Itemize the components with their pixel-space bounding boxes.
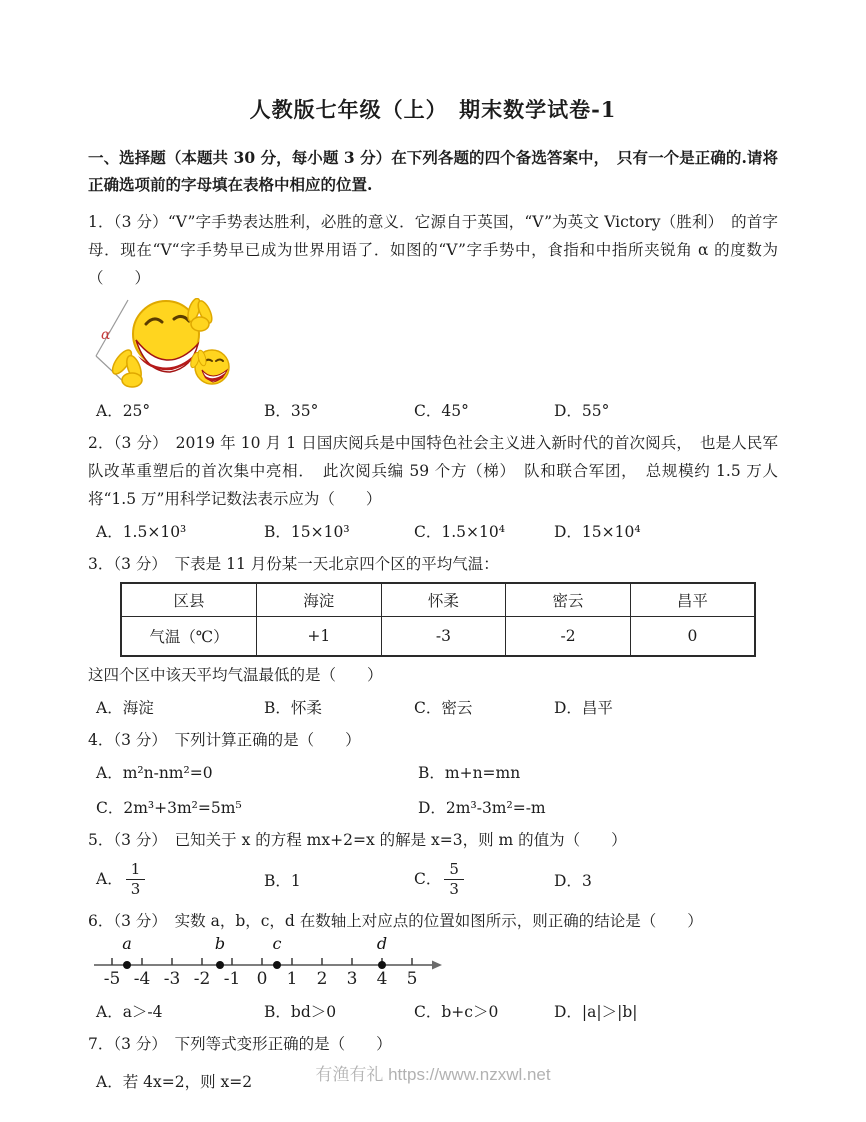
svg-text:1: 1 [286,968,298,989]
question-6-options [88,1000,778,1022]
question-7-text: 7．（3 分） 下列等式变形正确的是（ ） [88,1034,392,1053]
svg-text:-3: -3 [163,968,181,989]
number-line-figure [92,937,778,993]
svg-text:c: c [272,936,282,953]
page-title: 人教版七年级（上） 期末数学试卷-1 [249,97,617,122]
question-6 [88,907,778,1022]
cell-temp-label: 气温（℃） [121,617,257,657]
cell-haidian-temp: +1 [257,617,382,657]
question-6-option-c: C．b+c＞0 [414,1002,499,1021]
svg-text:0: 0 [256,968,268,989]
header-changping: 昌平 [630,583,755,617]
question-3-text: 3．（3 分） 下表是 11 月份某一天北京四个区的平均气温： [88,555,499,573]
question-4-option-b: B．m+n=mn [418,764,521,782]
svg-text:4: 4 [376,968,388,989]
header-haidian: 海淀 [257,583,382,617]
svg-text:-1: -1 [223,968,241,989]
question-2-option-a: A．1.5×10³ [96,523,187,541]
question-2-option-d: D．15×10⁴ [554,523,641,541]
question-3 [88,550,778,718]
question-5 [88,826,778,899]
question-1-text: 1．（3 分）“V”字手势表达胜利，必胜的意义．它源自于英国，“V”为英文 Victory（胜利） 的首字母．现在“V“字手势早已成为世界用语了．如图的“V”字手势中，食指和中指所夹锐角 α 的度数为（ ） [88,213,778,287]
question-2-option-c: C．1.5×10⁴ [414,523,505,541]
header-miyun: 密云 [506,583,631,617]
svg-text:-2: -2 [193,968,211,989]
victory-smiley-illustration [88,298,236,388]
question-4 [88,726,778,818]
question-2-text: 2．（3 分） 2019 年 10 月 1 日国庆阅兵是中国特色社会主义进入新时代的首次阅兵， 也是人民军队改革重塑后的首次集中亮相． 此次阅兵编 59 个方（梯） 队和联合军团， 总规模约 1.5 万人将“1.5 万”用科学记数法表示应为（ ） [88,434,778,508]
svg-text:a: a [122,936,132,953]
section-header: 一、选择题（本题共 30 分，每小题 3 分）在下列各题的四个备选答案中， 只有一个是正确的.请将正确选项前的字母填在表格中相应的位置. [88,148,778,194]
question-1-option-b: B．35° [264,402,319,420]
question-7-option-a: A．若 4x=2，则 x=2 [96,1072,253,1091]
fraction-five-thirds: $\frac{5}{3}$ [444,861,464,899]
question-3-option-a: A．海淀 [96,699,154,717]
question-3-options [88,696,778,718]
question-3-option-d: D．昌平 [554,699,613,717]
question-2-options [88,520,778,542]
question-2-option-b: B．15×10³ [264,523,350,541]
svg-text:b: b [214,936,226,953]
cell-changping-temp: 0 [630,617,755,657]
question-2 [88,429,778,542]
svg-text:d: d [376,936,388,953]
svg-text:5: 5 [406,968,418,989]
victory-gesture-figure [88,298,778,392]
fraction-one-third: $\frac{1}{3}$ [126,861,146,899]
angle-alpha-label: α [101,327,111,343]
question-5-option-a: A． $\frac{1}{3}$ [96,861,264,899]
question-6-text: 6．（3 分） 实数 a，b，c，d 在数轴上对应点的位置如图所示，则正确的结论是（ ） [88,911,703,930]
cell-miyun-temp: -2 [506,617,631,657]
number-line-svg [92,937,444,989]
table-data-row [121,617,755,657]
cell-huairou-temp: -3 [381,617,506,657]
svg-text:2: 2 [316,968,328,989]
watermark-footer: 有渔有礼 https://www.nzxwl.net [315,1065,551,1084]
question-4-text: 4．（3 分） 下列计算正确的是（ ） [88,731,361,749]
question-1-options [88,399,778,421]
svg-text:-5: -5 [103,968,121,989]
question-1-option-c: C．45° [414,402,469,420]
question-3-option-c: C．密云 [414,699,473,717]
question-1 [88,208,778,421]
header-huairou: 怀柔 [381,583,506,617]
question-4-option-c: C．2m³+3m²=5m⁵ [96,799,242,817]
question-6-option-d: D．|a|＞|b| [554,1002,638,1021]
question-1-option-a: A．25° [96,402,151,420]
question-5-option-d: D．3 [554,871,592,890]
question-6-option-b: B．bd＞0 [264,1002,337,1021]
question-5-text: 5．（3 分） 已知关于 x 的方程 mx+2=x 的解是 x=3，则 m 的值为（ ） [88,831,627,849]
table-header-row [121,583,755,617]
svg-text:3: 3 [346,968,358,989]
question-5-options [88,861,778,899]
header-district: 区县 [121,583,257,617]
question-3-prompt: 这四个区中该天平均气温最低的是（ ） [88,666,383,684]
question-4-options [88,761,778,818]
question-1-option-d: D．55° [554,402,610,420]
svg-text:-4: -4 [133,968,151,989]
question-4-option-d: D．2m³-3m²=-m [418,799,546,817]
question-4-option-a: A．m²n-nm²=0 [96,764,213,782]
question-3-option-b: B．怀柔 [264,699,322,717]
temperature-table [120,582,756,657]
question-5-option-c: C． $\frac{5}{3}$ [414,861,554,899]
question-6-option-a: A．a＞-4 [96,1002,163,1021]
question-5-option-b: B．1 [264,871,301,890]
